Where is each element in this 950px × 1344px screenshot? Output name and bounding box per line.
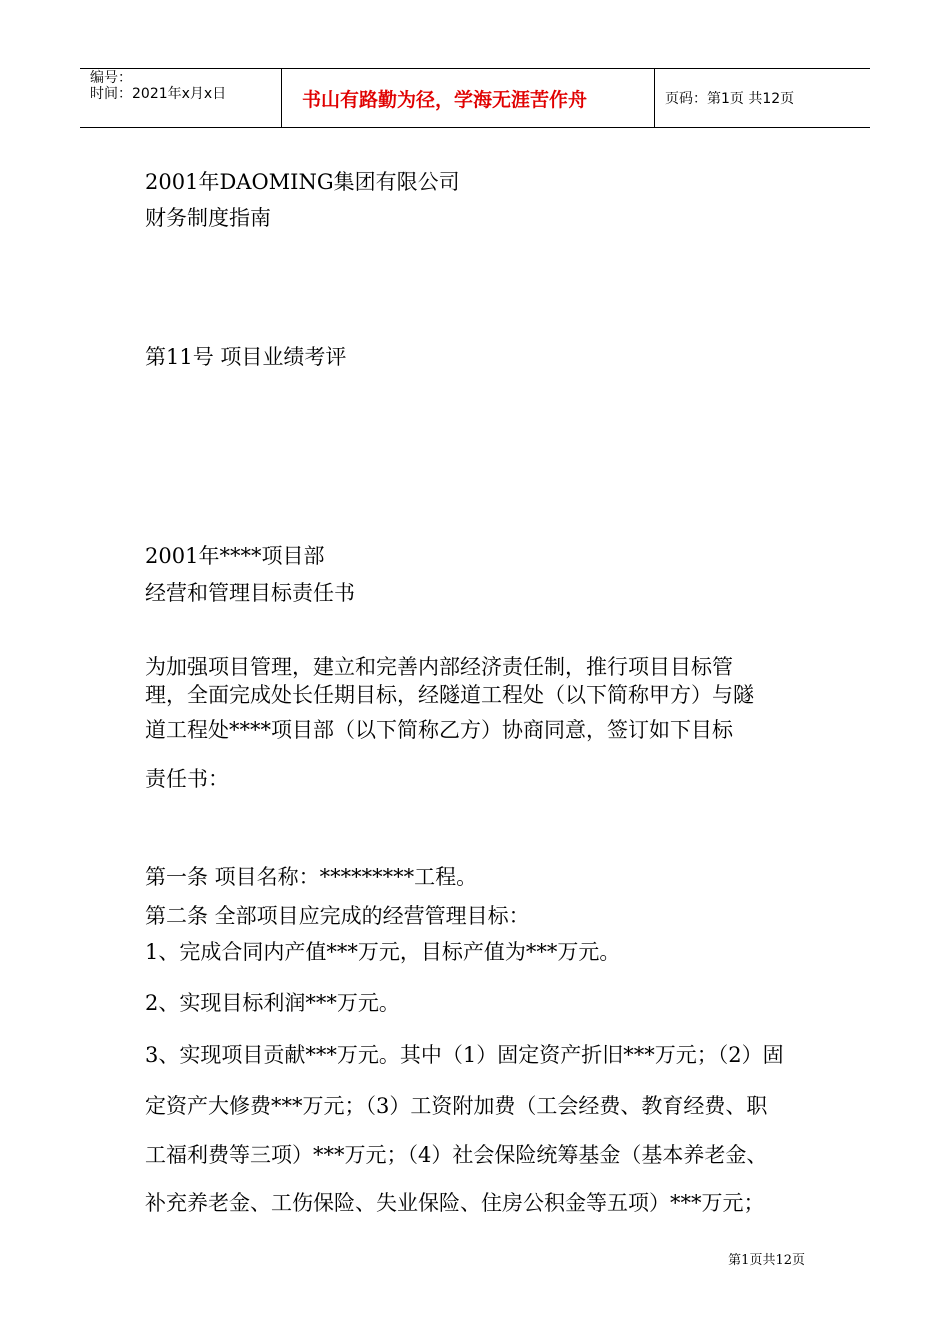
item-3-line-3: 工福利费等三项）***万元；（4）社会保险统筹基金（基本养老金、 [145, 1143, 768, 1167]
article-1: 第一条 项目名称：*********工程。 [145, 865, 478, 889]
time-label: 时间：2021年x月x日 [90, 86, 227, 102]
article-2: 第二条 全部项目应完成的经营管理目标： [145, 904, 530, 928]
page-header [80, 68, 870, 128]
item-3-line-4: 补充养老金、工伤保险、失业保险、住房公积金等五项）***万元； [145, 1191, 765, 1215]
company-line: 2001年DAOMING集团有限公司 [145, 170, 460, 194]
intro-line-2: 理，全面完成处长任期目标，经隧道工程处（以下简称甲方）与隧 [145, 683, 754, 707]
year-dept: 2001年****项目部 [145, 544, 325, 568]
header-motto: 书山有路勤为径，学海无涯苦作舟 [282, 69, 655, 127]
item-3-line-1: 3、实现项目贡献***万元。其中（1）固定资产折旧***万元；（2）固 [145, 1043, 784, 1067]
item-1: 1、完成合同内产值***万元，目标产值为***万元。 [145, 940, 621, 964]
responsibility-title: 经营和管理目标责任书 [145, 581, 355, 605]
header-page-info: 页码：第1页 共12页 [665, 91, 795, 107]
number-label: 编号： [90, 70, 132, 86]
item-3-line-2: 定资产大修费***万元；（3）工资附加费（工会经费、教育经费、职 [145, 1094, 768, 1118]
intro-line-4: 责任书： [145, 767, 229, 791]
header-meta [80, 69, 282, 127]
intro-line-1: 为加强项目管理，建立和完善内部经济责任制，推行项目目标管 [145, 655, 733, 679]
page-footer: 第1页共12页 [728, 1253, 805, 1268]
item-2: 2、实现目标利润***万元。 [145, 991, 400, 1015]
intro-line-3: 道工程处****项目部（以下简称乙方）协商同意，签订如下目标 [145, 718, 733, 742]
section-title: 第11号 项目业绩考评 [145, 345, 347, 369]
guide-title: 财务制度指南 [145, 206, 271, 230]
